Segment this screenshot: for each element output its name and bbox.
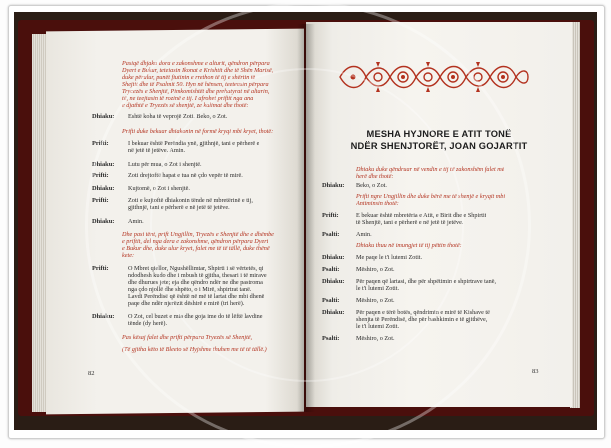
right_page-speaker-label: Dhiaku:: [322, 278, 345, 285]
right_page-speaker-label: Psalti:: [322, 231, 340, 238]
right_page-rubric-line: Dhiaku thuu në imungjet të tij pëttin thotë:: [356, 242, 462, 249]
right-page-number: 83: [532, 368, 539, 375]
right_page-speaker-label: Dhiaku:: [322, 309, 345, 316]
right_page-rubric-line: Dhiaku duke qëndruar në vendin e tij të zakonshëm falet më: [356, 166, 505, 173]
left_page-text-line: në jetë të jetëve. Amin.: [128, 147, 186, 154]
left_page-rubric-line: duke përulur, punët fiutinin e rrethon të tij e shërtin të: [122, 74, 256, 81]
watermark-seal-inner: [150, 68, 464, 382]
right_page-text-line: Amin.: [356, 231, 372, 238]
left_page-rubric-line: Pasiqë dhjaku dora e zakonshme e alturit, qëndron përpara: [122, 60, 270, 67]
right_page-speaker-label: Psalti:: [322, 297, 340, 304]
left_page-speaker-label: Dhiaku:: [92, 218, 115, 225]
left_page-speaker-label: Dhiaku:: [92, 113, 115, 120]
right_page-text-line: le t'i lutemi Zotit.: [356, 285, 400, 292]
right_page-text-line: Mëshiro, o Zot.: [356, 335, 395, 342]
left_page-rubric-line: të, ne teejtasin të rozinë e tij. I afrohet priftit nga ana: [122, 95, 254, 102]
left_page-speaker-label: Prifti:: [92, 140, 109, 147]
right_page-speaker-label: Psalti:: [322, 266, 340, 273]
left-page-number: 82: [88, 370, 95, 377]
right_page-speaker-label: Prifti:: [322, 212, 339, 219]
left_page-speaker-label: Prifti:: [92, 172, 109, 179]
left_page-speaker-label: Dhiaku:: [92, 185, 115, 192]
left_page-text-line: Lutu për mua, o Zot i shenjtë.: [128, 161, 202, 168]
left_page-text-line: ndodhesh kudo dhe i mbush të gjitha, thesari i të mirave: [128, 272, 267, 279]
right_page-rubric-line: herë dhe thotë:: [356, 173, 394, 180]
right_page-rubric-line: Prifti ngre Ungjillin dhe duke bërë me të shenjë e kryqit mbi: [356, 193, 506, 200]
left_page-text-line: Lavdi Perëndisë që është në më të lartat dhe mbi dhenë: [128, 293, 265, 300]
left_page-rubric-line: e priftit, del nga dera e zakonshme, qëndron përpara Dyert: [122, 238, 269, 245]
right_page-text-line: le t'i lutemi Zotit.: [356, 323, 400, 330]
left_page-rubric-line: Dhe pasi tënt, prift Ungjillin, Tryezës e Shenjtë dhe e dhëmbe: [122, 231, 274, 238]
left_page-rubric-line: Pas kësaj falet dhe prifti përpara Tryezës së Shenjtë,: [122, 334, 253, 341]
right_page-speaker-label: Psalti:: [322, 335, 340, 342]
right_page-text-line: shenjta të Perëndisë, dhe për bashkimin e të gjithëve,: [356, 316, 488, 323]
left_page-text-line: I bekuar është Perëndia ynë, gjithnjë, tani e përherë e: [128, 140, 260, 147]
right_page-text-line: Me paqe le t'i lutemi Zotit.: [356, 254, 423, 261]
left_page-text-line: Amin.: [128, 218, 144, 225]
left_page-rubric-line: e djathtë e Tryezës së shenjtë, ze kalimat dhe thotë:: [122, 102, 249, 109]
left_page-rubric-line: Shejtit dhe të Psalmit 50. Hyn në hënsen, teeteasin përpara: [122, 81, 269, 88]
left_page-speaker-label: Prifti:: [92, 265, 109, 272]
right_page-text-line: Mëshiro, o Zot.: [356, 266, 395, 273]
left_page-text-line: paqe dhe ndër njerëzit dëshirë e mirë (tri herë).: [128, 300, 245, 307]
left_page-rubric-line: Trycezës e Shenjtë, Pimkomishtët dhe prehatyrat në altarin,: [122, 88, 270, 95]
left_page-text-line: gjithnjë, tani e përherë e në jetë të jetëve.: [128, 204, 230, 211]
left_page-text-line: Zoti e kujtoftë dhiakonin tënde në mbretërinë e tij,: [128, 197, 253, 204]
left_page-rubric-line: kete:: [122, 252, 135, 259]
left_page-text-line: dhe dhurues jete; eja dhe qëndro ndër ne dhe pastroma: [128, 279, 263, 286]
right-page-title-line2: NDËR SHENJTORËT, JOAN GOJARTIT: [350, 141, 528, 151]
left_page-speaker-label: Dhiaku:: [92, 161, 115, 168]
left_page-rubric-line: e Bukur dhe, duke ulur kryet, falet me të të tällë, duke thënë: [122, 245, 270, 252]
right_page-text-line: E bekuar është mbretëria e Atit, e Birit dhe e Shpirtit: [356, 212, 487, 219]
left_page-text-line: Zoti drejtoftë hapat e tua në çdo vepër të mirë.: [128, 172, 243, 179]
left_page-speaker-label: Prifti:: [92, 197, 109, 204]
left_page-rubric-line: Dyert e Bukur, teteiasin Ikonat e Krishtit dhe të Shën Marisë,: [122, 67, 274, 74]
right-page-title-line1: MESHA HYJNORE E ATIT TONË: [366, 129, 512, 139]
right_page-text-line: Për paqen e tërë botës, qëndrimin e mirë të Kishave të: [356, 309, 490, 316]
right_page-text-line: të Shenjtë, tani e përherë e në jetë të jetëve.: [356, 219, 464, 226]
right_page-speaker-label: Dhiaku:: [322, 182, 345, 189]
left_page-text-line: nga çdo njollë dhe shpëto, o i Mirë, shpirtrat tanë.: [128, 286, 252, 293]
right_page-text-line: Mëshiro, o Zot.: [356, 297, 395, 304]
left_page-text-line: Kujtomë, o Zot i shenjtë.: [128, 185, 190, 192]
right_page-speaker-label: Dhiaku:: [322, 254, 345, 261]
left_page-speaker-label: Dhiaku:: [92, 313, 115, 320]
left_page-text-line: O Mbret qiellor, Ngushëllimtar, Shpirti i së vërtetës, qi: [128, 265, 264, 272]
left_page-text-line: Eshtë koha të veprojë Zoti. Beko, o Zot.: [128, 113, 228, 120]
right_page-text-line: Beko, o Zot.: [356, 182, 387, 189]
right_page-text-line: Për paqen që lartasi, dhe për shpëtimin e shpirtrave tanë,: [356, 278, 497, 285]
left_page-rubric-line: (Të gjitha këto të Bleeto së Hyjshme thuhen me të të tällë.): [122, 346, 267, 353]
left_page-text-line: O Zot, cel buzet e mia dhe goja ime do të lëftë lavdine: [128, 313, 263, 320]
left_page-rubric-line: Prifti duke bekuar dhiakonin në formë kryqi mbi kryet, thotë:: [122, 128, 274, 135]
left_page-text-line: tënde (dy herë).: [128, 320, 167, 327]
right_page-rubric-line: Antiminsin thotë:: [356, 200, 399, 207]
